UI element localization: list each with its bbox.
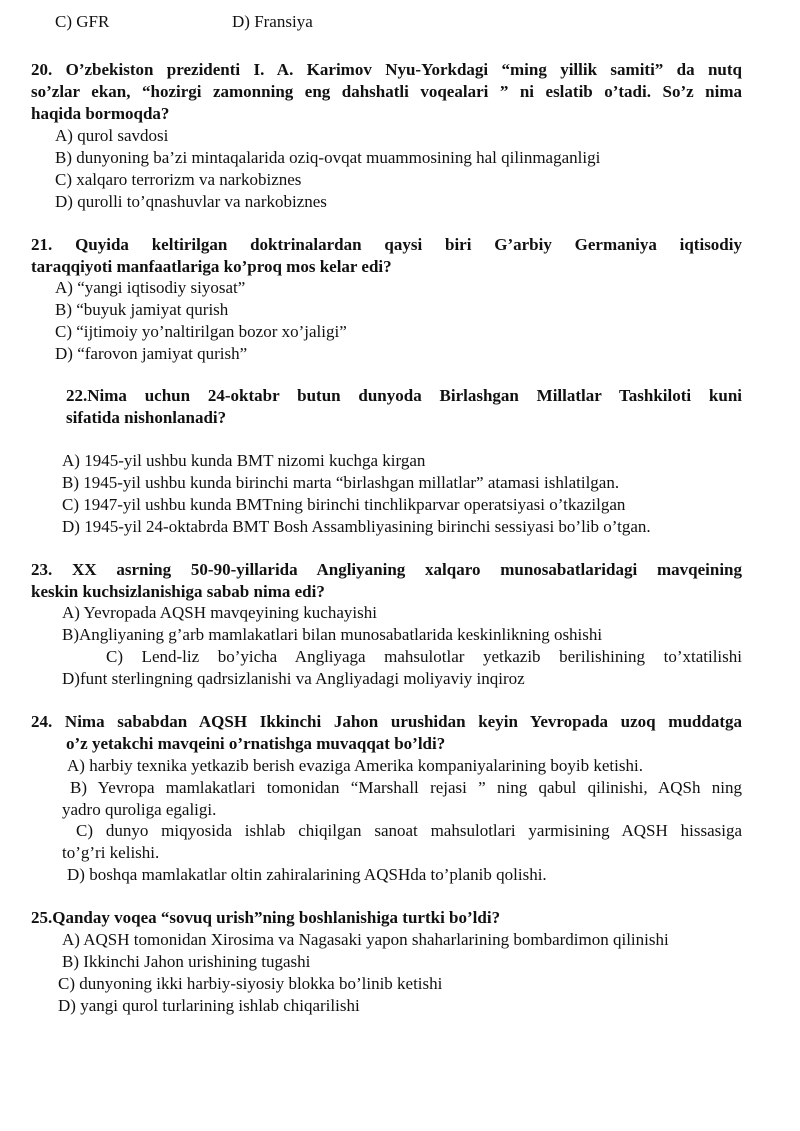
question-25-option-b: B) Ikkinchi Jahon urishining tugashi <box>62 952 311 971</box>
question-24-line1: 24. Nima sababdan AQSH Ikkinchi Jahon urushidan keyin Yevropada uzoq muddatga <box>31 712 742 731</box>
question-24-option-b-line1: B) Yevropa mamlakatlari tomonidan “Marshall rejasi ” ning qabul qilinishi, AQSh ning <box>70 778 742 797</box>
question-23-line2: keskin kuchsizlanishiga sabab nima edi? <box>31 582 325 601</box>
question-25-option-d: D) yangi qurol turlarining ishlab chiqarilishi <box>58 996 360 1015</box>
question-20-option-c: C) xalqaro terrorizm va narkobiznes <box>55 170 302 189</box>
question-22-option-d: D) 1945-yil 24-oktabrda BMT Bosh Assambliyasining birinchi sessiyasi bo’lib o’tgan. <box>62 517 651 536</box>
question-20-line1: 20. O’zbekiston prezidenti I. A. Karimov Nyu-Yorkdagi “ming yillik samiti” da nutq <box>31 60 742 79</box>
question-25-option-a: A) AQSH tomonidan Xirosima va Nagasaki yapon shaharlarining bombardimon qilinishi <box>62 930 669 949</box>
question-22-line1: 22.Nima uchun 24-oktabr butun dunyoda Birlashgan Millatlar Tashkiloti kuni <box>66 386 742 405</box>
question-20-option-a: A) qurol savdosi <box>55 126 169 145</box>
question-24-option-c-line1: C) dunyo miqyosida ishlab chiqilgan sanoat mahsulotlari yarmisining AQSH hissasiga <box>76 821 742 840</box>
question-21-option-d: D) “farovon jamiyat qurish” <box>55 344 248 363</box>
option-d: D) Fransiya <box>232 12 313 31</box>
question-20-option-b: B) dunyoning ba’zi mintaqalarida oziq-ovqat muammosining hal qilinmaganligi <box>55 148 601 167</box>
question-24-option-a: A) harbiy texnika yetkazib berish evaziga Amerika kompaniyalarining boyib ketishi. <box>67 756 643 775</box>
question-23-option-c: C) Lend-liz bo’yicha Angliyaga mahsulotlar yetkazib berilishining to’xtatilishi <box>106 647 742 666</box>
question-21-line1: 21. Quyida keltirilgan doktrinalardan qaysi biri G’arbiy Germaniya iqtisodiy <box>31 235 742 254</box>
question-23-option-a: A) Yevropada AQSH mavqeyining kuchayishi <box>62 603 377 622</box>
question-22-option-a: A) 1945-yil ushbu kunda BMT nizomi kuchga kirgan <box>62 451 426 470</box>
question-21-line2: taraqqiyoti manfaatlariga ko’proq mos kelar edi? <box>31 257 392 276</box>
question-22-option-c: C) 1947-yil ushbu kunda BMTning birinchi tinchlikparvar operatsiyasi o’tkazilgan <box>62 495 626 514</box>
question-21-option-c: C) “ijtimoiy yo’naltirilgan bozor xo’jaligi” <box>55 322 347 341</box>
question-22-line2: sifatida nishonlanadi? <box>66 408 227 427</box>
question-23-option-b: B)Angliyaning g’arb mamlakatlari bilan munosabatlarida keskinlikning oshishi <box>62 625 603 644</box>
question-23-line1: 23. XX asrning 50-90-yillarida Angliyaning xalqaro munosabatlaridagi mavqeining <box>31 560 742 579</box>
question-24-line2: o’z yetakchi mavqeini o’rnatishga muvaqqat bo’ldi? <box>66 734 446 753</box>
question-21-option-b: B) “buyuk jamiyat qurish <box>55 300 229 319</box>
question-20-option-d: D) qurolli to’qnashuvlar va narkobiznes <box>55 192 327 211</box>
question-24-option-b-line2: yadro quroliga egaligi. <box>62 800 217 819</box>
question-24-option-d: D) boshqa mamlakatlar oltin zahiralarining AQSHda to’planib qolishi. <box>67 865 547 884</box>
option-c: C) GFR <box>55 12 110 31</box>
question-23-option-d: D)funt sterlingning qadrsizlanishi va Angliyadagi moliyaviy inqiroz <box>62 669 525 688</box>
question-25-line1: 25.Qanday voqea “sovuq urish”ning boshlanishiga turtki bo’ldi? <box>31 908 501 927</box>
question-22-option-b: B) 1945-yil ushbu kunda birinchi marta “birlashgan millatlar” atamasi ishlatilgan. <box>62 473 620 492</box>
question-20-line3: haqida bormoqda? <box>31 104 170 123</box>
question-20-line2: so’zlar ekan, “hozirgi zamonning eng dahshatli voqealari ” ni eslatib o’tadi. So’z nima <box>31 82 742 101</box>
question-25-option-c: C) dunyoning ikki harbiy-siyosiy blokka bo’linib ketishi <box>58 974 443 993</box>
question-24-option-c-line2: to’g’ri kelishi. <box>62 843 160 862</box>
question-21-option-a: A) “yangi iqtisodiy siyosat” <box>55 278 246 297</box>
